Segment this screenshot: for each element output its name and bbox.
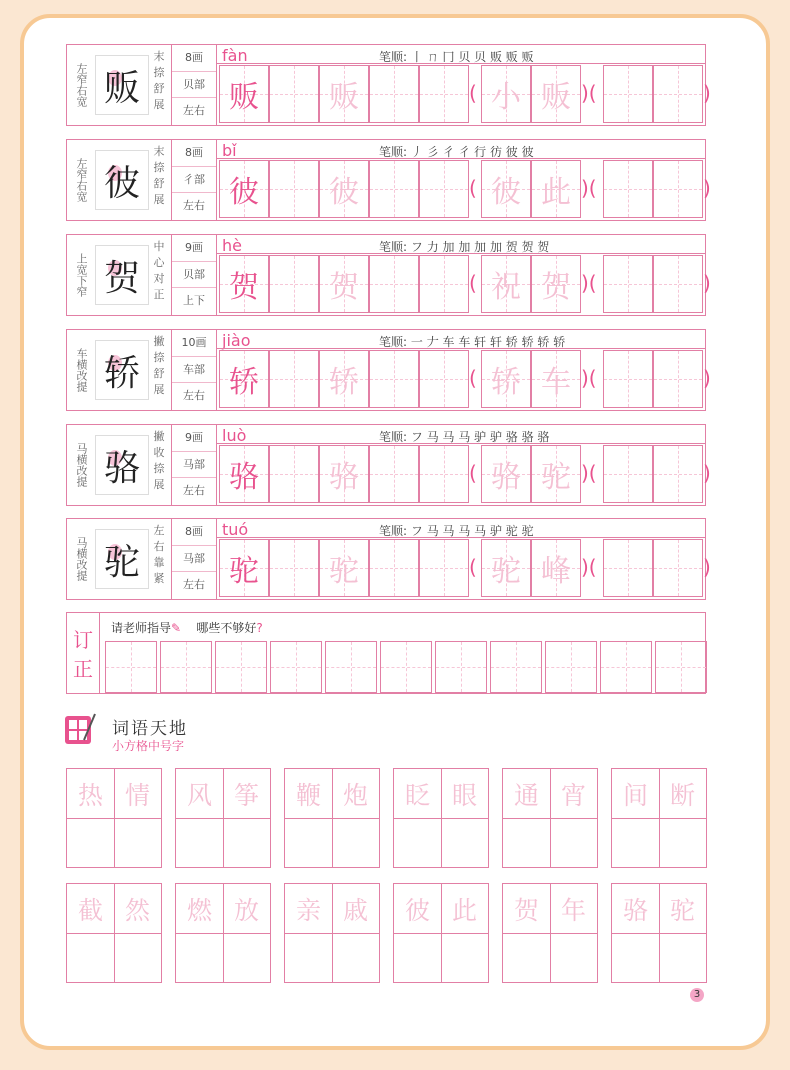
practice-cell bbox=[269, 160, 319, 218]
pinyin: fàn bbox=[222, 46, 248, 65]
word-cell: 峰 bbox=[531, 539, 581, 597]
trace-cell: 彼 bbox=[319, 160, 369, 218]
practice-cell: 骆 bbox=[219, 445, 269, 503]
correction-cell bbox=[215, 641, 267, 693]
pinyin: bǐ bbox=[222, 141, 237, 160]
stroke-order: 笔顺: 丿 彡 彳 彳 行 彷 彼 彼 bbox=[379, 145, 534, 159]
tip-right: 末捺舒展 bbox=[153, 145, 165, 206]
char-info: 9画 贝部 上下 bbox=[171, 235, 217, 315]
word-block: 通 宵 bbox=[502, 768, 598, 868]
character-row: 左窄右宽 贩 末捺舒展 8画 贝部 左右 fàn 笔顺: 丨 ㄇ 冂 贝 贝 贩 贩 贩 贩 贩 ( 小 贩 )( ) bbox=[66, 44, 706, 126]
practice-cell: 彼 bbox=[219, 160, 269, 218]
word-cell: 轿 bbox=[481, 350, 531, 408]
practice-cell bbox=[369, 445, 419, 503]
word-cell bbox=[603, 255, 653, 313]
trace-cell: 骆 bbox=[319, 445, 369, 503]
word-cell bbox=[603, 445, 653, 503]
word-block: 鞭 炮 bbox=[284, 768, 380, 868]
practice-cell bbox=[269, 65, 319, 123]
tip-left: 车横改提 bbox=[75, 348, 88, 392]
char-info: 8画 彳部 左右 bbox=[171, 140, 217, 220]
pinyin: tuó bbox=[222, 520, 249, 539]
word-block: 间 断 bbox=[611, 768, 707, 868]
stroke-order: 笔顺: フ 马 马 马 马 驴 驼 驼 bbox=[379, 524, 534, 538]
word-cell: 小 bbox=[481, 65, 531, 123]
trace-cell: 贺 bbox=[319, 255, 369, 313]
word-cell bbox=[653, 255, 703, 313]
tip-right: 左右靠紧 bbox=[153, 524, 165, 585]
tip-right: 末捺舒展 bbox=[153, 50, 165, 111]
character-row: 马横改提 骆 撇收捺展 9画 马部 左右 luò 笔顺: フ 马 马 马 驴 驴 骆 骆 骆 骆 骆 ( 骆 驼 )( ) bbox=[66, 424, 706, 506]
stroke-order: 笔顺: フ 力 加 加 加 加 贺 贺 贺 bbox=[379, 240, 550, 254]
word-cell: 骆 bbox=[481, 445, 531, 503]
practice-cell bbox=[419, 160, 469, 218]
word-cell bbox=[653, 160, 703, 218]
word-block: 骆 驼 bbox=[611, 883, 707, 983]
practice-cell: 驼 bbox=[219, 539, 269, 597]
word-block: 彼 此 bbox=[393, 883, 489, 983]
char-info: 10画 车部 左右 bbox=[171, 330, 217, 410]
word-cell bbox=[603, 160, 653, 218]
tip-left: 马横改提 bbox=[75, 443, 88, 487]
practice-cell bbox=[419, 255, 469, 313]
trace-cell: 轿 bbox=[319, 350, 369, 408]
stroke-order: 笔顺: 一 𠂇 车 车 轩 轩 轿 轿 轿 轿 bbox=[379, 335, 566, 349]
correction-cell bbox=[545, 641, 597, 693]
correction-cell bbox=[160, 641, 212, 693]
character-row: 车横改提 轿 撇捺舒展 10画 车部 左右 jiào 笔顺: 一 𠂇 车 车 轩 轩 轿 轿 轿 轿 轿 轿 ( 轿 车 )( ) bbox=[66, 329, 706, 411]
practice-cell bbox=[419, 65, 469, 123]
correction-cell bbox=[655, 641, 707, 693]
model-character: 骆 bbox=[95, 435, 149, 495]
char-info: 8画 马部 左右 bbox=[171, 519, 217, 599]
word-block: 风 筝 bbox=[175, 768, 271, 868]
word-cell: 祝 bbox=[481, 255, 531, 313]
word-cell: 贩 bbox=[531, 65, 581, 123]
practice-cell bbox=[269, 445, 319, 503]
correction-label: 订 正 bbox=[67, 613, 100, 693]
word-cell bbox=[603, 65, 653, 123]
model-character: 彼 bbox=[95, 150, 149, 210]
model-character: 贺 bbox=[95, 245, 149, 305]
stroke-order: 笔顺: 丨 ㄇ 冂 贝 贝 贩 贩 贩 bbox=[379, 50, 534, 64]
word-cell: 驼 bbox=[531, 445, 581, 503]
correction-box bbox=[66, 612, 706, 694]
word-block: 眨 眼 bbox=[393, 768, 489, 868]
correction-cell bbox=[270, 641, 322, 693]
correction-cell bbox=[105, 641, 157, 693]
correction-cell bbox=[600, 641, 652, 693]
practice-cell: 贩 bbox=[219, 65, 269, 123]
model-character: 驼 bbox=[95, 529, 149, 589]
word-cell: 贺 bbox=[531, 255, 581, 313]
word-cell bbox=[603, 350, 653, 408]
pinyin: jiào bbox=[222, 331, 251, 350]
character-row: 马横改提 驼 左右靠紧 8画 马部 左右 tuó 笔顺: フ 马 马 马 马 驴 驼 驼 驼 驼 ( 驼 峰 )( ) bbox=[66, 518, 706, 600]
pinyin: hè bbox=[222, 236, 242, 255]
practice-cell bbox=[369, 255, 419, 313]
word-cell bbox=[653, 539, 703, 597]
word-cell bbox=[653, 65, 703, 123]
correction-cell bbox=[490, 641, 542, 693]
word-cell bbox=[653, 350, 703, 408]
word-cell bbox=[603, 539, 653, 597]
word-block: 燃 放 bbox=[175, 883, 271, 983]
practice-cell bbox=[369, 539, 419, 597]
word-cell: 车 bbox=[531, 350, 581, 408]
char-info: 9画 马部 左右 bbox=[171, 425, 217, 505]
words-subtitle: 小方格中号字 bbox=[112, 739, 185, 753]
character-row: 上宽下窄 贺 中心对正 9画 贝部 上下 hè 笔顺: フ 力 加 加 加 加 贺 贺 贺 贺 贺 ( 祝 贺 )( ) bbox=[66, 234, 706, 316]
correction-cell bbox=[380, 641, 432, 693]
trace-cell: 驼 bbox=[319, 539, 369, 597]
word-block: 截 然 bbox=[66, 883, 162, 983]
pinyin: luò bbox=[222, 426, 247, 445]
practice-cell bbox=[269, 255, 319, 313]
word-block: 亲 戚 bbox=[284, 883, 380, 983]
practice-cell bbox=[419, 445, 469, 503]
char-info: 8画 贝部 左右 bbox=[171, 45, 217, 125]
practice-cell bbox=[419, 350, 469, 408]
tip-right: 撇捺舒展 bbox=[153, 335, 165, 396]
tip-left: 上宽下窄 bbox=[75, 253, 88, 297]
stroke-order: 笔顺: フ 马 马 马 驴 驴 骆 骆 骆 bbox=[379, 430, 550, 444]
practice-cell bbox=[369, 160, 419, 218]
tip-right: 撇收捺展 bbox=[153, 430, 165, 491]
correction-hint: 请老师指导✎ 哪些不够好? bbox=[111, 621, 263, 635]
model-character: 贩 bbox=[95, 55, 149, 115]
trace-cell: 贩 bbox=[319, 65, 369, 123]
practice-cell: 贺 bbox=[219, 255, 269, 313]
words-title: 词语天地 bbox=[112, 719, 188, 739]
practice-cell bbox=[369, 350, 419, 408]
practice-cell bbox=[419, 539, 469, 597]
correction-cell bbox=[435, 641, 487, 693]
tip-right: 中心对正 bbox=[153, 240, 165, 301]
word-block: 热 情 bbox=[66, 768, 162, 868]
practice-cell bbox=[269, 350, 319, 408]
word-cell bbox=[653, 445, 703, 503]
practice-cell bbox=[369, 65, 419, 123]
grid-icon bbox=[62, 710, 98, 750]
tip-left: 左窄右宽 bbox=[75, 158, 88, 202]
word-block: 贺 年 bbox=[502, 883, 598, 983]
page-number: 3 bbox=[690, 988, 704, 1002]
correction-cell bbox=[325, 641, 377, 693]
tip-left: 马横改提 bbox=[75, 537, 88, 581]
tip-left: 左窄右宽 bbox=[75, 63, 88, 107]
word-cell: 此 bbox=[531, 160, 581, 218]
word-cell: 彼 bbox=[481, 160, 531, 218]
word-cell: 驼 bbox=[481, 539, 531, 597]
practice-cell: 轿 bbox=[219, 350, 269, 408]
model-character: 轿 bbox=[95, 340, 149, 400]
character-row: 左窄右宽 彼 末捺舒展 8画 彳部 左右 bǐ 笔顺: 丿 彡 彳 彳 行 彷 彼 彼 彼 彼 ( 彼 此 )( ) bbox=[66, 139, 706, 221]
practice-cell bbox=[269, 539, 319, 597]
